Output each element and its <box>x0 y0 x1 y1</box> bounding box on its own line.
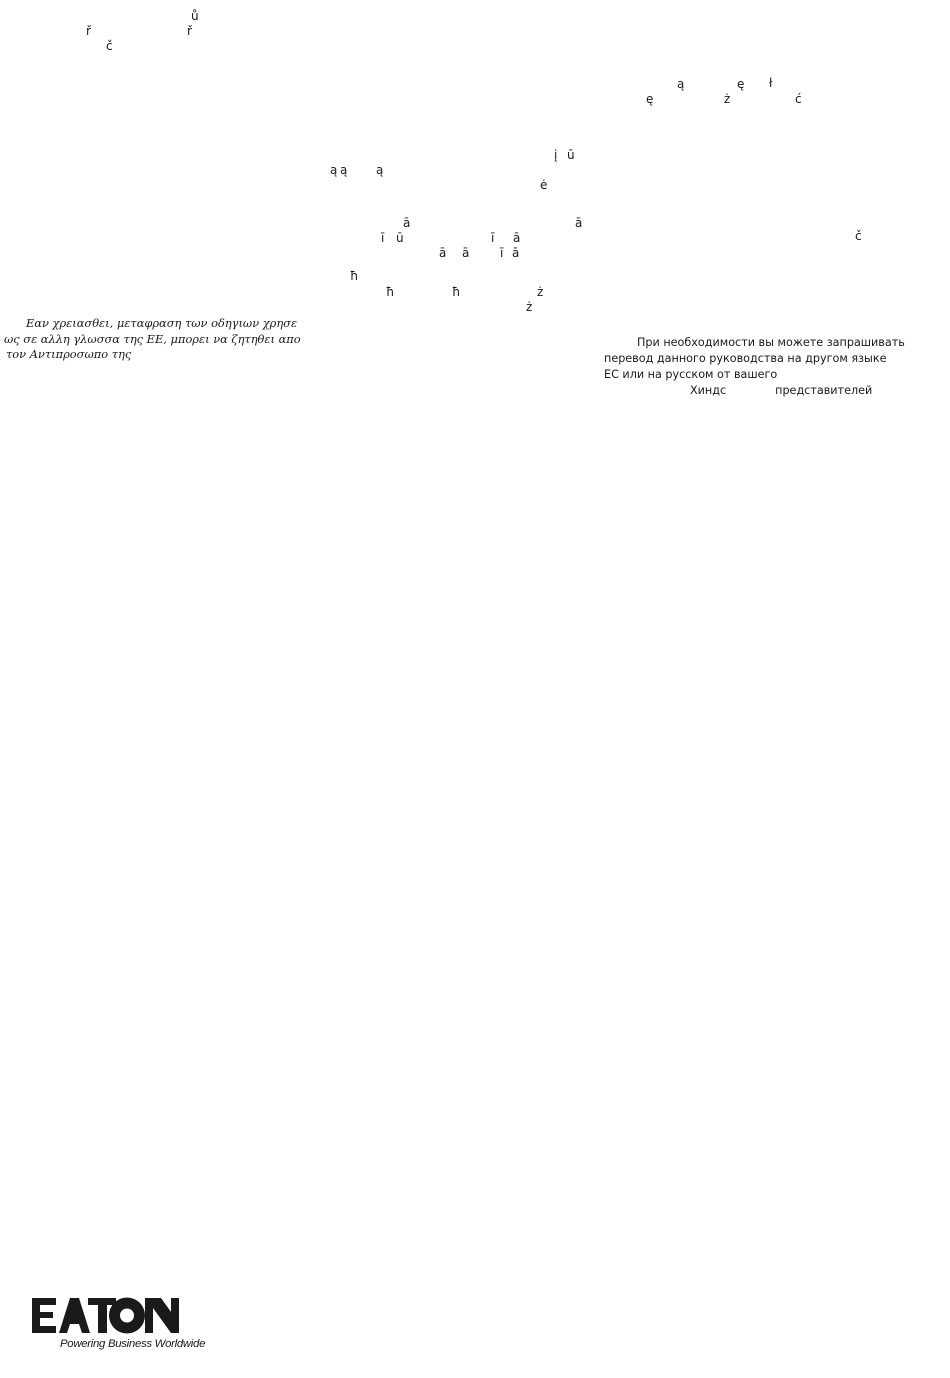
note-word: Хиндс <box>690 384 727 397</box>
glyph: ą <box>376 163 384 177</box>
note-line: ως σε αλλη γλωσσα της ΕΕ, μπορει να ζητηθει απο <box>4 331 301 346</box>
glyph: ā <box>512 246 520 260</box>
russian-translation-note <box>604 335 914 399</box>
glyph: ż <box>724 92 731 106</box>
glyph: ī <box>500 246 504 260</box>
note-line: Εαν χρειασθει, μεταφραση των οδηγιων χρησε <box>26 316 298 330</box>
glyph: ā <box>513 231 521 245</box>
glyph: ř <box>187 24 192 38</box>
note-line: перевод данного руководства на другом языке <box>604 352 887 365</box>
glyph: ā <box>575 216 583 230</box>
glyph: ą <box>340 163 348 177</box>
glyph: ę <box>737 77 745 91</box>
glyph: ė <box>540 178 548 192</box>
glyph: ī <box>381 231 385 245</box>
note-line: При необходимости вы можете запрашивать <box>637 336 905 349</box>
brand-tagline: Powering Business Worldwide <box>60 1338 206 1350</box>
glyph: ą <box>677 77 685 91</box>
glyph: č <box>106 39 113 53</box>
note-word: представителей <box>775 384 873 397</box>
glyph: ā <box>462 246 470 260</box>
glyph: ł <box>769 76 773 90</box>
glyph: ż <box>526 300 533 314</box>
glyph: ą <box>330 163 338 177</box>
glyph: į <box>554 148 558 162</box>
glyph: ā <box>439 246 447 260</box>
glyph: ī <box>491 231 495 245</box>
glyph: ā <box>403 216 411 230</box>
glyph: ę <box>646 92 654 106</box>
note-line: τον Αντιπροσωπο της <box>6 347 132 361</box>
glyph: ů <box>191 9 199 23</box>
note-line: ЕС или на русском от вашего <box>604 368 778 381</box>
glyph: ħ <box>350 269 359 283</box>
glyph: č <box>855 229 862 243</box>
glyph: ż <box>537 285 544 299</box>
glyph: ř <box>86 24 91 38</box>
glyph: ū <box>567 148 575 162</box>
greek-translation-note <box>4 316 301 363</box>
glyph: ħ <box>452 285 461 299</box>
glyph: ħ <box>386 285 395 299</box>
glyph: ū <box>396 231 404 245</box>
note-line <box>604 383 914 399</box>
glyph: ć <box>795 92 802 106</box>
